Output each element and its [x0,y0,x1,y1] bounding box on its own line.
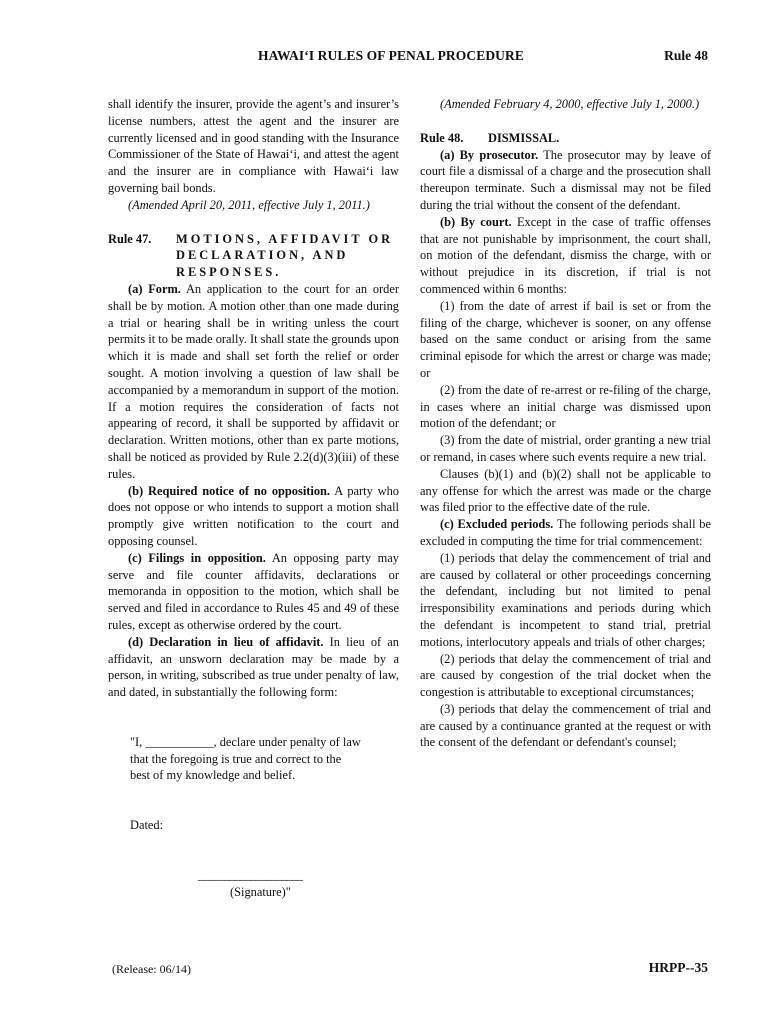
rule-48-b3: (3) from the date of mistrial, order granting a new trial or remand, in cases where such events require a new trial. [420,433,711,464]
rule-47-a [108,281,399,483]
rule-48-c2: (2) periods that delay the commencement of trial and are caused by congestion of the trial docket when the congestion is attributable to exceptional circumstances; [420,651,711,700]
rule-47-d [108,634,399,701]
rule-47-c-text: An opposing party may serve and file counter affidavits, declarations or memoranda in opposition to the motion, which shall be served and filed in accordance to Rules 45 and 49 of these rules, except as otherwise ordered by the court. [108,550,399,632]
rule-48-b1: (1) from the date of arrest if bail is set or from the filing of the charge, whichever is sooner, on any offense based on the same conduct or arising from the same criminal episode for which the arrest or charge was made; or [420,298,711,380]
release-footer: (Release: 06/14) [112,962,191,976]
rule-48-b2: (2) from the date of re-arrest or re-filing of the charge, in cases where an initial charge was dismissed upon motion of the defendant; or [420,382,711,431]
rule-47-c [108,550,399,634]
rule-48-b-heading: (b) By court. [440,214,512,229]
rule-48-number: Rule 48. [420,130,464,145]
rule-47-d-text: In lieu of an affidavit, an unsworn declaration may be made by a person, in writing, subscribed as true under penalty of law, and dated, in substantially the following form: [108,634,399,700]
page-header-rule: Rule 48 [664,48,708,63]
rule-48-a-heading: (a) By prosecutor. [440,147,539,162]
rule-47-a-heading: (a) Form. [128,281,181,296]
rule-48-title: DISMISSAL. [488,130,560,145]
declaration-form [108,734,399,834]
page-number: HRPP--35 [648,960,708,975]
rule-48-b [420,214,711,298]
rule-48-b-text: Except in the case of traffic offenses that are not punishable by imprisonment, the court shall, on motion of the defendant, dismiss the charge, with or without prejudice in its discretion, if trial is not commenced within 6 months: [420,214,711,296]
rule-48-c3: (3) periods that delay the commencement of trial and are caused by a continuance granted at the request or with the consent of the defendant or defendant's counsel; [420,701,711,750]
rule-48-a [420,147,711,214]
declaration-quote: "I, ___________, declare under penalty of law that the foregoing is true and correct to the best of my knowledge and belief. [130,734,361,783]
rule-48-c [420,516,711,550]
rule-48-c1: (1) periods that delay the commencement of trial and are caused by collateral or other proceedings concerning the defendant, including but not limited to penal irresponsibility examinations and periods during which the defendant is incompetent to stand trial, pretrial motions, interlocutory appeals and trials of other charges; [420,550,711,649]
rule-47-b-text: A party who does not oppose or who intends to support a motion shall promptly give written notification to the court and opposing counsel. [108,483,399,548]
continued-text: shall identify the insurer, provide the agent’s and insurer’s license numbers, attest the agent and the insurer are currently licensed and in good standing with the Insurance Commissioner of the State of Hawaiʻi, and attest the agent and the insurer are in compliance with Hawaiʻi law governing bail bonds. [108,97,399,195]
signature-line: ____________________ [198,868,302,883]
rule-48-c-heading: (c) Excluded periods. [440,517,554,532]
rule-48-clauses: Clauses (b)(1) and (b)(2) shall not be applicable to any offense for which the arrest was made or the charge was filed prior to the effective date of the rule. [420,466,711,515]
rule-47-heading [108,231,399,281]
rule-47-b-heading: (b) Required notice of no opposition. [128,483,331,498]
rule-47-b [108,483,399,550]
rule-48-heading [420,130,711,147]
right-column [420,96,711,751]
rule-47-d-heading: (d) Declaration in lieu of affidavit. [128,634,324,649]
amendment-note-left: (Amended April 20, 2011, effective July 1, 2011.) [128,197,370,212]
rule-47-number: Rule 47. [108,231,152,246]
rule-48-a-text: The prosecutor may by leave of court file a dismissal of a charge and the prosecution shall thereupon terminate. Such a dismissal may not be filed during the trial without the consent of the defendant. [420,147,712,212]
declaration-dated: Dated: [130,818,164,833]
rule-47-title: MOTIONS, AFFIDAVIT OR DECLARATION, AND RESPONSES. [176,231,394,280]
rule-47-c-heading: (c) Filings in opposition. [128,550,266,565]
signature-label: (Signature)" [230,884,291,899]
rule-47-a-text: An application to the court for an order shall be by motion. A motion other than one made during a trial or hearing shall be in writing unless the court permits it to be made orally. It shall state the grounds upon which it is made and shall set forth the relief or order sought. A motion involving a question of law shall be accompanied by a memorandum in support of the motion. If a motion requires the consideration of facts not appearing of record, it shall be supported by affidavit or declaration. Written motions, other than ex parte motions, shall be noticed as provided by Rule 2.2(d)(3)(iii) of these rules. [108,281,400,481]
amendment-note-right: (Amended February 4, 2000, effective July 1, 2000.) [440,97,700,111]
rule-48-c-text: The following periods shall be excluded in computing the time for trial commencement: [420,517,711,548]
left-column [108,96,399,901]
page-header-title: HAWAIʻI RULES OF PENAL PROCEDURE [258,48,524,63]
